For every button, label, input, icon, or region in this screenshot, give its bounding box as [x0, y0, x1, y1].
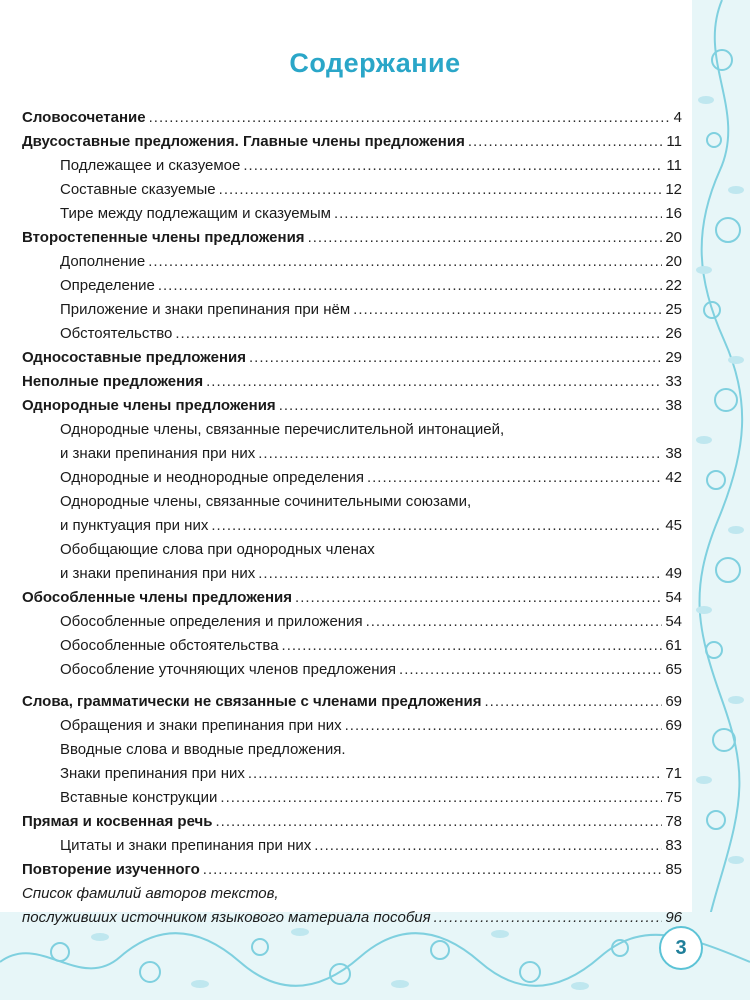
toc-entry-page: 11: [666, 157, 682, 174]
toc-subentry[interactable]: [22, 658, 682, 682]
toc-entry-label: Обращения и знаки препинания при них: [60, 717, 342, 734]
toc-entry-label: и знаки препинания при них: [60, 445, 256, 462]
dot-leader: [295, 586, 662, 610]
toc-subentry[interactable]: [22, 714, 682, 738]
decorative-ornament-border-right: [692, 0, 750, 1000]
dot-leader: [353, 298, 662, 322]
toc-entry-page: 45: [665, 517, 682, 534]
toc-entry-label: Прямая и косвенная речь: [22, 813, 213, 830]
toc-subentry[interactable]: [22, 514, 682, 538]
toc-subentry[interactable]: [22, 274, 682, 298]
page-title: Содержание: [289, 48, 461, 78]
toc-subentry[interactable]: [22, 442, 682, 466]
toc-entry-page: 65: [665, 661, 682, 678]
toc-entry-page: 69: [665, 717, 682, 734]
toc-entry-label: Второстепенные члены предложения: [22, 229, 305, 246]
toc-entry-page: 61: [665, 637, 682, 654]
toc-entry-label: Неполные предложения: [22, 373, 204, 390]
toc-entry-label: послуживших источником языкового материала пособия: [22, 909, 431, 926]
dot-leader: [249, 346, 662, 370]
toc-entry-label: Вставные конструкции: [60, 789, 218, 806]
toc-entry-label: Двусоставные предложения. Главные члены предложения: [22, 133, 465, 150]
toc-subentry[interactable]: [22, 250, 682, 274]
toc-entry-page: 54: [665, 589, 682, 606]
toc-entry-label: Слова, грамматически не связанные с членами предложения: [22, 693, 482, 710]
dot-leader: [175, 322, 662, 346]
toc-entry[interactable]: [22, 226, 682, 250]
toc-entry[interactable]: [22, 586, 682, 610]
toc-entry-label: Дополнение: [60, 253, 146, 270]
toc-entry-label: Обособленные обстоятельства: [60, 637, 279, 654]
toc-entry-page: 71: [665, 765, 682, 782]
dot-leader: [282, 634, 663, 658]
toc-entry-page: 26: [665, 325, 682, 342]
dot-leader: [484, 690, 662, 714]
toc-entry-label: Однородные и неоднородные определения: [60, 469, 364, 486]
toc-entry-page: 33: [665, 373, 682, 390]
toc-entry-label: Обособление уточняющих членов предложения: [60, 661, 397, 678]
toc-subentry-line1[interactable]: Однородные члены, связанные сочинительными союзами,: [60, 493, 472, 510]
dot-leader: [366, 610, 663, 634]
toc-entry-label: Цитаты и знаки препинания при них: [60, 837, 312, 854]
toc-entry-label: и знаки препинания при них: [60, 565, 256, 582]
toc-entry[interactable]: [22, 106, 682, 130]
toc-entry-page: 25: [665, 301, 682, 318]
toc-entry-page: 11: [666, 133, 682, 150]
dot-leader: [148, 250, 662, 274]
toc-entry[interactable]: [22, 130, 682, 154]
page-number-badge: 3: [659, 926, 703, 970]
dot-leader: [279, 394, 663, 418]
toc-entry-page: 54: [665, 613, 682, 630]
toc-entry[interactable]: [22, 858, 682, 882]
toc-entry-page: 38: [665, 397, 682, 414]
toc-subentry[interactable]: [22, 562, 682, 586]
dot-leader: [158, 274, 662, 298]
dot-leader: [345, 714, 663, 738]
toc-subentry[interactable]: [22, 466, 682, 490]
toc-entry-page: 78: [665, 813, 682, 830]
dot-leader: [258, 562, 662, 586]
dot-leader: [468, 130, 664, 154]
dot-leader: [248, 762, 662, 786]
dot-leader: [206, 370, 662, 394]
toc-entry-label: Обстоятельство: [60, 325, 173, 342]
toc-entry-page: 20: [665, 253, 682, 270]
dot-leader: [219, 178, 663, 202]
toc-entry-page: 96: [665, 909, 682, 926]
toc-entry-page: 38: [665, 445, 682, 462]
toc-entry-label: Односоставные предложения: [22, 349, 246, 366]
toc-subentry[interactable]: [22, 610, 682, 634]
toc-entry-page: 12: [665, 181, 682, 198]
toc-subentry[interactable]: [22, 834, 682, 858]
toc-entry-label: Повторение изученного: [22, 861, 200, 878]
toc-entry-label: Подлежащее и сказуемое: [60, 157, 241, 174]
dot-leader: [399, 658, 662, 682]
toc-entry-page: 16: [665, 205, 682, 222]
toc-entry-label: Однородные члены предложения: [22, 397, 276, 414]
dot-leader: [149, 106, 671, 130]
dot-leader: [203, 858, 663, 882]
toc-entry-label: Словосочетание: [22, 109, 146, 126]
toc-entry-page: 22: [665, 277, 682, 294]
toc-entry-label: Обособленные определения и приложения: [60, 613, 363, 630]
toc-entry[interactable]: [22, 690, 682, 714]
toc-subentry[interactable]: [22, 178, 682, 202]
toc-entry-page: 75: [665, 789, 682, 806]
toc-entry-label: Знаки препинания при них: [60, 765, 245, 782]
toc-entry-label: Тире между подлежащим и сказуемым: [60, 205, 331, 222]
dot-leader: [434, 906, 663, 930]
toc-entry-page: 29: [665, 349, 682, 366]
toc-entry-label: Обособленные члены предложения: [22, 589, 293, 606]
toc-entry-page: 49: [665, 565, 682, 582]
toc-entry-line1[interactable]: Список фамилий авторов текстов,: [22, 885, 279, 902]
dot-leader: [258, 442, 662, 466]
toc-subentry-line1[interactable]: Вводные слова и вводные предложения.: [60, 741, 346, 758]
dot-leader: [243, 154, 663, 178]
toc-entry[interactable]: [22, 810, 682, 834]
toc-entry-page: 4: [673, 109, 682, 126]
toc-entry-label: Приложение и знаки препинания при нём: [60, 301, 351, 318]
dot-leader: [211, 514, 662, 538]
toc-entry-page: 69: [665, 693, 682, 710]
toc-subentry[interactable]: [22, 298, 682, 322]
dot-leader: [308, 226, 663, 250]
toc-subentry-line1[interactable]: Однородные члены, связанные перечислительной интонацией,: [60, 421, 505, 438]
toc-subentry[interactable]: [22, 762, 682, 786]
toc-entry-page: 85: [665, 861, 682, 878]
dot-leader: [314, 834, 662, 858]
dot-leader: [220, 786, 662, 810]
toc-subentry[interactable]: [22, 634, 682, 658]
toc-subentry-line1[interactable]: Обобщающие слова при однородных членах: [60, 541, 375, 558]
toc-entry[interactable]: [22, 370, 682, 394]
section-gap: [22, 682, 682, 690]
dot-leader: [367, 466, 662, 490]
toc-entry[interactable]: [22, 906, 682, 930]
toc-entry-label: Определение: [60, 277, 155, 294]
toc-entry-label: и пунктуация при них: [60, 517, 209, 534]
table-of-contents: [22, 106, 682, 930]
toc-entry-page: 83: [665, 837, 682, 854]
toc-subentry[interactable]: [22, 322, 682, 346]
dot-leader: [215, 810, 662, 834]
toc-entry-label: Составные сказуемые: [60, 181, 216, 198]
toc-entry[interactable]: [22, 394, 682, 418]
toc-subentry[interactable]: [22, 202, 682, 226]
toc-entry[interactable]: [22, 346, 682, 370]
toc-subentry[interactable]: [22, 154, 682, 178]
toc-subentry[interactable]: [22, 786, 682, 810]
dot-leader: [334, 202, 662, 226]
toc-entry-page: 20: [665, 229, 682, 246]
toc-entry-page: 42: [665, 469, 682, 486]
